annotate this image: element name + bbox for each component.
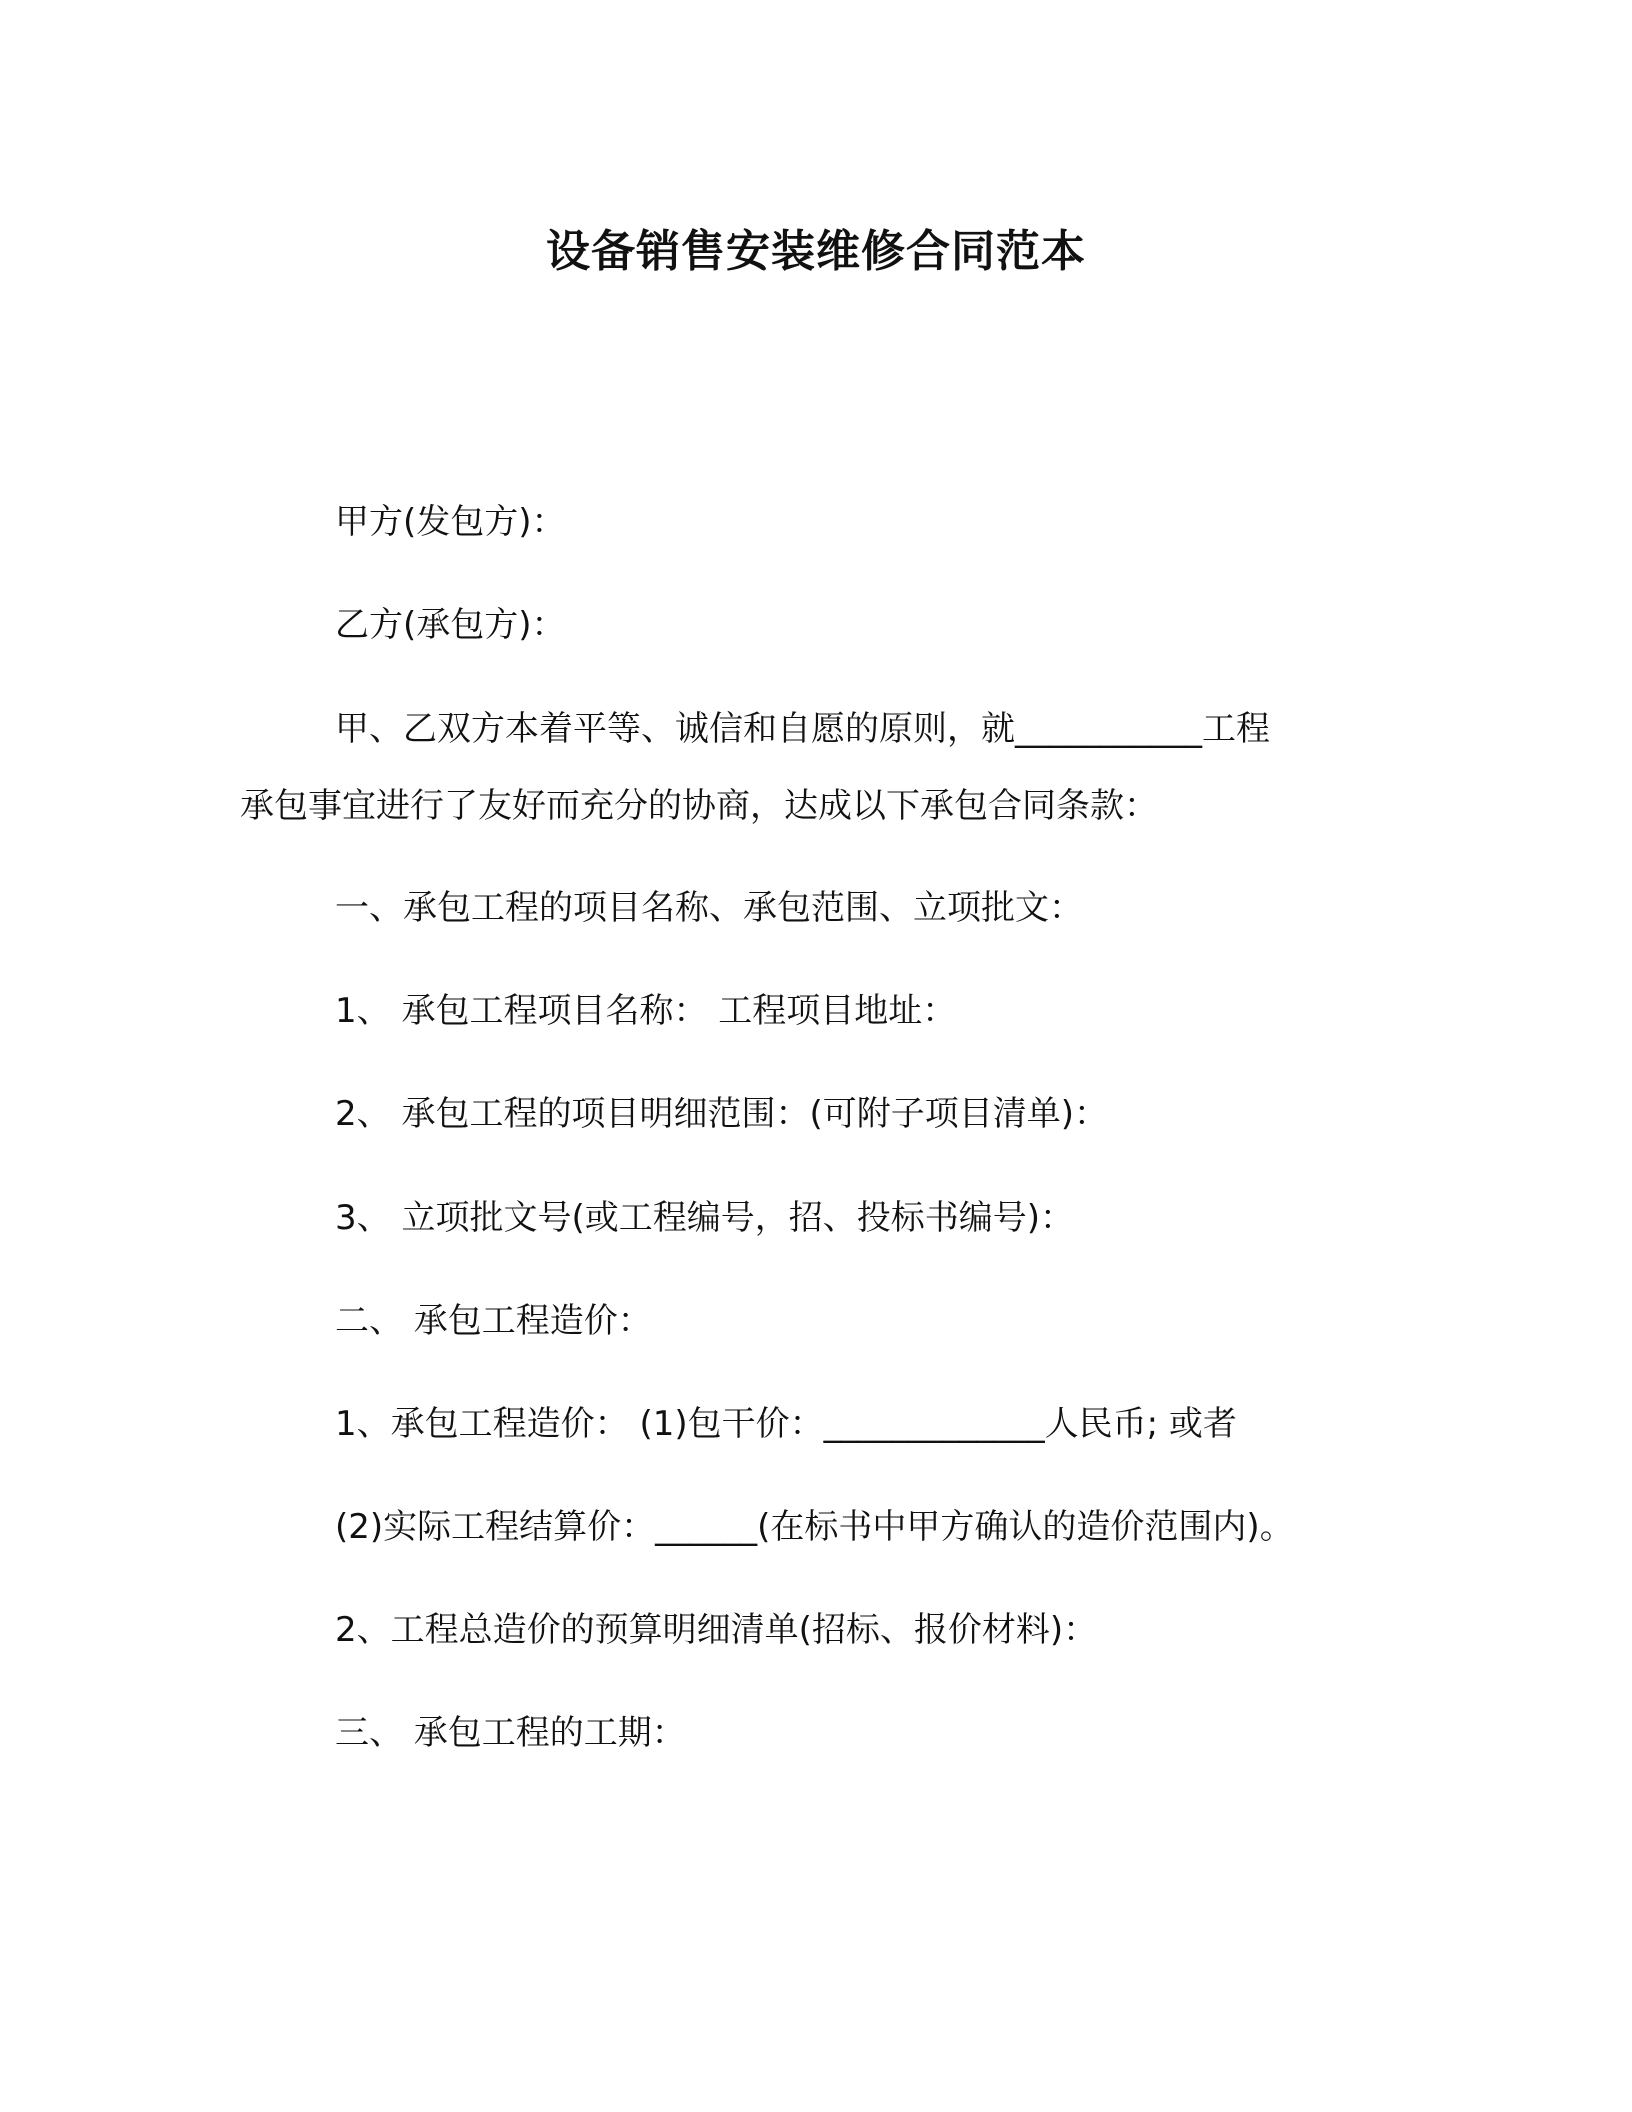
section-2-heading: 二、 承包工程造价： [335,1301,652,1341]
section-1-item-2: 2、 承包工程的项目明细范围：(可附子项目清单)： [335,1094,1108,1134]
party-a-line: 甲方(发包方)： [335,502,566,542]
section-1-heading: 一、承包工程的项目名称、承包范围、立项批文： [335,888,1083,928]
preamble-line-1: 甲、乙双方本着平等、诚信和自愿的原则，就___________工程 [335,709,1270,749]
section-1-item-3: 3、 立项批文号(或工程编号，招、投标书编号)： [335,1198,1074,1238]
section-1-item-1: 1、 承包工程项目名称： 工程项目地址： [335,991,957,1031]
party-b-line: 乙方(承包方)： [335,605,566,645]
section-2-item-1: 1、承包工程造价： (1)包干价：_____________人民币; 或者 [335,1404,1237,1444]
section-2-item-2: 2、工程总造价的预算明细清单(招标、报价材料)： [335,1610,1098,1650]
preamble-line-2: 承包事宜进行了友好而充分的协商，达成以下承包合同条款： [240,786,1158,826]
section-3-heading: 三、 承包工程的工期： [335,1713,686,1753]
document-title: 设备销售安装维修合同范本 [546,226,1086,277]
section-2-item-1-continued: (2)实际工程结算价：______(在标书中甲方确认的造价范围内)。 [335,1507,1294,1547]
